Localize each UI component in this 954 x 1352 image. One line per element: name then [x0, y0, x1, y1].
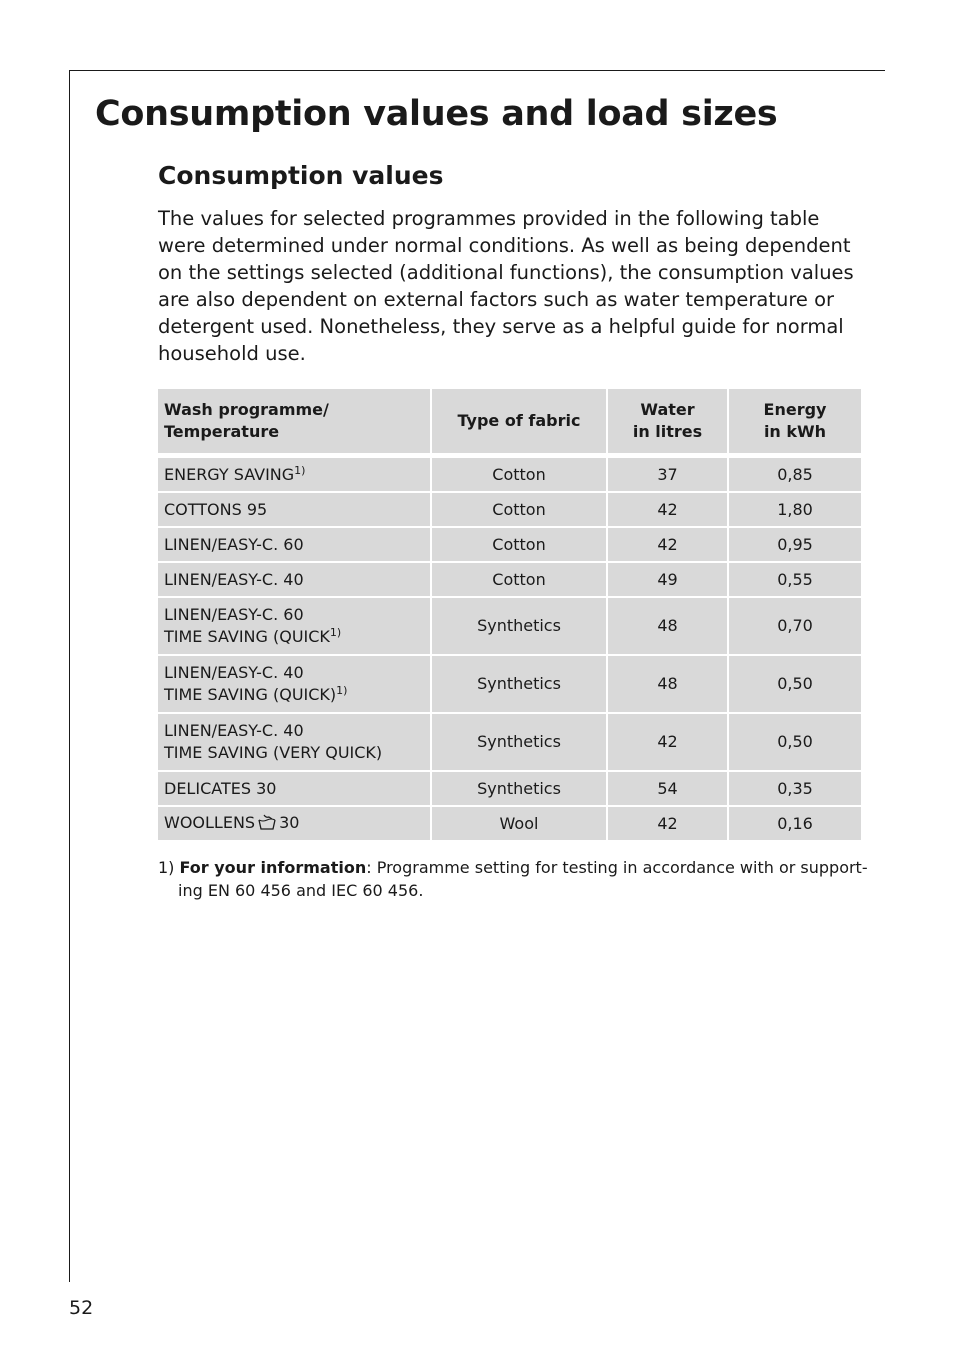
- page-title: Consumption values and load sizes: [95, 94, 778, 134]
- programme-cell: DELICATES 30: [158, 772, 432, 807]
- table-row: [158, 772, 861, 807]
- energy-cell: 0,50: [729, 656, 861, 714]
- fabric-cell: Synthetics: [432, 656, 608, 714]
- fabric-cell: Cotton: [432, 563, 608, 598]
- water-cell: 42: [608, 528, 729, 563]
- energy-cell: 0,85: [729, 458, 861, 493]
- programme-cell: LINEN/EASY-C. 40 TIME SAVING (VERY QUICK): [158, 714, 432, 772]
- header-fabric: Type of fabric: [432, 389, 608, 458]
- water-cell: 48: [608, 598, 729, 656]
- energy-cell: 0,70: [729, 598, 861, 656]
- energy-cell: 0,95: [729, 528, 861, 563]
- header-programme: Wash programme/ Temperature: [158, 389, 432, 458]
- table-row: [158, 493, 861, 528]
- footnote: [158, 856, 868, 902]
- programme-cell: LINEN/EASY-C. 60: [158, 528, 432, 563]
- table-row: [158, 458, 861, 493]
- table-header-row: [158, 389, 861, 458]
- table-row: [158, 656, 861, 714]
- intro-line: The values for selected programmes provided in the following table: [158, 207, 820, 230]
- footnote-text: : Programme setting for testing in accordance with or support-: [366, 858, 868, 877]
- top-rule: [69, 70, 885, 71]
- fabric-cell: Wool: [432, 807, 608, 842]
- handwash-icon: [258, 814, 276, 836]
- energy-cell: 0,55: [729, 563, 861, 598]
- energy-cell: 1,80: [729, 493, 861, 528]
- intro-line: are also dependent on external factors such as water temperature or: [158, 288, 835, 311]
- left-rule: [69, 70, 70, 1282]
- programme-cell: LINEN/EASY-C. 40 TIME SAVING (QUICK)$^{1)}$: [158, 656, 432, 714]
- footnote-bold: For your information: [179, 858, 367, 877]
- fabric-cell: Cotton: [432, 528, 608, 563]
- footnote-text: ing EN 60 456 and IEC 60 456.: [178, 881, 424, 900]
- intro-line: household use.: [158, 342, 306, 365]
- water-cell: 42: [608, 807, 729, 842]
- table-row: [158, 598, 861, 656]
- water-cell: 54: [608, 772, 729, 807]
- water-cell: 37: [608, 458, 729, 493]
- table-row: [158, 528, 861, 563]
- intro-line: on the settings selected (additional functions), the consumption values: [158, 261, 854, 284]
- programme-cell: WOOLLENS 30: [158, 807, 432, 842]
- table-row: [158, 714, 861, 772]
- intro-paragraph: [158, 205, 868, 367]
- energy-cell: 0,35: [729, 772, 861, 807]
- intro-line: were determined under normal conditions. As well as being dependent: [158, 234, 851, 257]
- programme-cell: COTTONS 95: [158, 493, 432, 528]
- programme-cell: LINEN/EASY-C. 60 TIME SAVING (QUICK$^{1)}$: [158, 598, 432, 656]
- water-cell: 49: [608, 563, 729, 598]
- energy-cell: 0,16: [729, 807, 861, 842]
- intro-line: detergent used. Nonetheless, they serve as a helpful guide for normal: [158, 315, 844, 338]
- consumption-table: [158, 389, 861, 842]
- energy-cell: 0,50: [729, 714, 861, 772]
- section-title: Consumption values: [158, 161, 444, 190]
- header-water: Water in litres: [608, 389, 729, 458]
- water-cell: 48: [608, 656, 729, 714]
- table-row: [158, 563, 861, 598]
- footnote-marker: 1): [158, 858, 175, 877]
- fabric-cell: Cotton: [432, 458, 608, 493]
- fabric-cell: Synthetics: [432, 714, 608, 772]
- table-row: [158, 807, 861, 842]
- fabric-cell: Synthetics: [432, 598, 608, 656]
- fabric-cell: Cotton: [432, 493, 608, 528]
- header-energy: Energy in kWh: [729, 389, 861, 458]
- page-number: 52: [69, 1297, 94, 1319]
- water-cell: 42: [608, 714, 729, 772]
- programme-cell: ENERGY SAVING$^{1)}$: [158, 458, 432, 493]
- programme-cell: LINEN/EASY-C. 40: [158, 563, 432, 598]
- fabric-cell: Synthetics: [432, 772, 608, 807]
- water-cell: 42: [608, 493, 729, 528]
